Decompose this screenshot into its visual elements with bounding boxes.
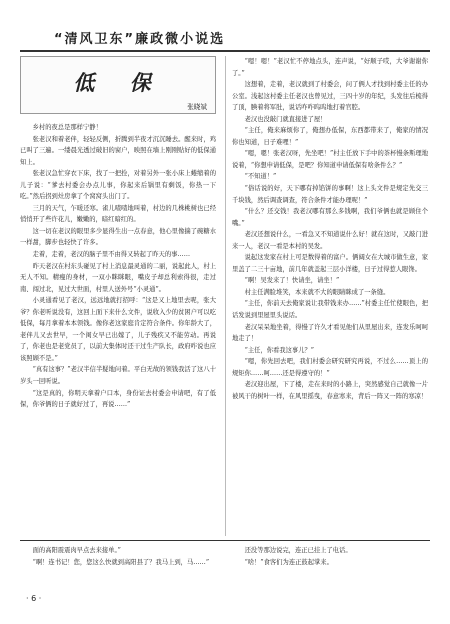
article-author: 张晓斌	[187, 103, 207, 111]
paragraph: “主任，你看我这事儿？”	[244, 346, 315, 354]
right-column-text	[232, 56, 428, 402]
paragraph: “什么？还交钱！我老汉哪有那么多钱啊，我们爷俩也就是顾住个嘴。”	[232, 208, 428, 227]
paragraph: “这是真的，你明天拿着户口本，身份证去村委会申请吧，有了低保，你爷俩的日子就好过了，再说……”	[20, 389, 216, 409]
paragraph: 这一切在老汉的眼里多少显得生出一点春意，他心里像揣了碗糖水一样甜，脚步也轻快了许多。	[20, 227, 216, 247]
series-title: “清风卫东”廉政微小说选	[54, 32, 226, 47]
paragraph: “啊！连书记！您，您这么快就到高阳县了？我马上到，马……”	[32, 558, 210, 566]
paragraph: 还没等那边说完，连正已挂上了电话。	[244, 547, 352, 554]
paragraph: 村主任满脸堆笑，本来就不大的眼睛眯成了一条缝。	[244, 288, 390, 296]
previous-story-ending-left	[20, 545, 216, 568]
page-header	[20, 20, 430, 52]
paragraph: 张老汉和着老伴，轻轻反侧，折腾到半夜才沉沉睡去。醒来时，鸡已叫了三遍。一缕晨光透过破旧的窗户，映照在墙上刚刚贴好的低保通知上。	[20, 135, 216, 166]
paragraph: 老汉也没敲门就直接进了屋！	[244, 115, 327, 123]
paragraph: “主任，你前天去俺家说让我带钱来办……”村委主任忙使眼色，把话发说到里屋里头说话。	[232, 300, 428, 320]
paragraph: 老汉还想说什么，一看急又不知道说什么好！就在这时，又敲门进来一人，老汉一看是本村的吴发。	[232, 231, 428, 250]
paragraph: “啊！吴发来了！快请坐，请坐！”	[244, 277, 340, 285]
paragraph: 三月的天气，乍暖还寒。雀儿喳喳地叫着，村边的几株桃树也已经悄悄开了些许花儿，嫩嫩的，暗红暗红的。	[20, 204, 216, 224]
paragraph: 说起这发家在村上可是数得着的富户。俩阔女在大城市做生意，家里盖了二三十亩地，前几年就盖起三层小洋楼，日子过得惹人眼馋。	[232, 254, 428, 273]
previous-story-ending-right	[232, 545, 428, 568]
paragraph: 老汉迎出屋，下了楼，走在来时的小路上，突然感觉自己就像一片被风干的树叶一样，在风里摇曳，春意寒来，背后一阵又一阵的寒凉！	[232, 381, 428, 400]
paragraph: “俗话说的好，天下哪有掉馅饼的事啊！这上头文件是规定先交三千块钱，然后调查调查，符合条件才能办理呢！”	[232, 185, 428, 204]
page-number: · 6 ·	[26, 594, 42, 603]
paragraph: 面的高阳震震肉早点去来接单。”	[32, 547, 121, 554]
article-title: 低 保	[73, 70, 165, 95]
paragraph: 这想着，走着，老汉就到了村委会，问了俩人才找到村委主任的办公室。浅起这村委主任老汉也曾见过，三四十岁的年纪，头发往后梳得了顶，腆着将军肚，说话咋咋呜呜地打着官腔。	[232, 81, 428, 112]
paragraph: “主任，俺来麻烦你了，俺想办低保，东西都带来了，俺家的情况你也知道，日子难哩！”	[232, 127, 428, 146]
paragraph: 小灵通看见了老汉，远远地就打招呼：“这是又上地里去呢，张大爷？你老听说没有，这回上面下来什么文件，说收入少的贫困户可以吃低保，每月拿着本本领钱。像你老这家庭肯定符合条件。你年龄大了，老伴儿又去世早，一个闺女早已出嫁了，儿子残疾又不能劳动。再说了，你老也是老党员了，以前大集体时还干过生产队长，政府咋说也应该照顾不是。”	[20, 297, 216, 362]
article-title-box	[20, 56, 216, 114]
paragraph: 走着，走着，老汉的脑子里不由得又转起了昨天的事……	[32, 251, 191, 259]
paragraph: 老汉呆呆地坐着，得慢了许久才看见他们从里屋出来，连发乐呵呵地走了！	[232, 323, 428, 343]
paragraph: “嗯，你先回去吧，我们村委会研究研究再说，不过么……顶上的规矩你……呵……还是得遵守的！”	[232, 358, 428, 377]
paragraph: “嗯！嗯！”老汉忙不停地点头，连声说，“好顺子哎，大爷谢谢你了。”	[232, 58, 428, 77]
left-column-text	[20, 122, 216, 411]
paragraph: 张老汉急忙穿衣下床，找了一把拴，对着另外一张小床上蜷缩着的儿子说：“爹去村委会办点儿事，你起来后锅里有剩饭，你热一下吃。”然后拐到灶房拿了个窝窝头出门了。	[20, 170, 216, 201]
paragraph: 昨天老汉在村东头碰见了村上消息最灵通的二丽，说起此人，村上无人不知。精瘦的身材，一双小眯眯眼，嘴皮子却总利索得很，走过南、闯过北，见过大世面，村里人送外号“小灵通”。	[20, 262, 216, 293]
column-divider	[225, 56, 226, 536]
paragraph: 乡村的夜总是那样宁静！	[32, 124, 102, 131]
section-divider	[20, 540, 430, 541]
paragraph: “不知道！”	[244, 173, 277, 181]
paragraph: “啥！”食客们为连正鼓起掌来。	[244, 558, 333, 566]
paragraph: “真有这事？”老汉半信半疑地问着。平白无故的领钱我活了这八十岁头一回听说。	[20, 366, 216, 386]
paragraph: “嗯，嗯！张老汉呀，先坐吧！”村主任放下手中的茶杯慢条斯理地说着，“你想申请低保，是吧？你知道申请低保有啥条件么？”	[232, 150, 428, 169]
